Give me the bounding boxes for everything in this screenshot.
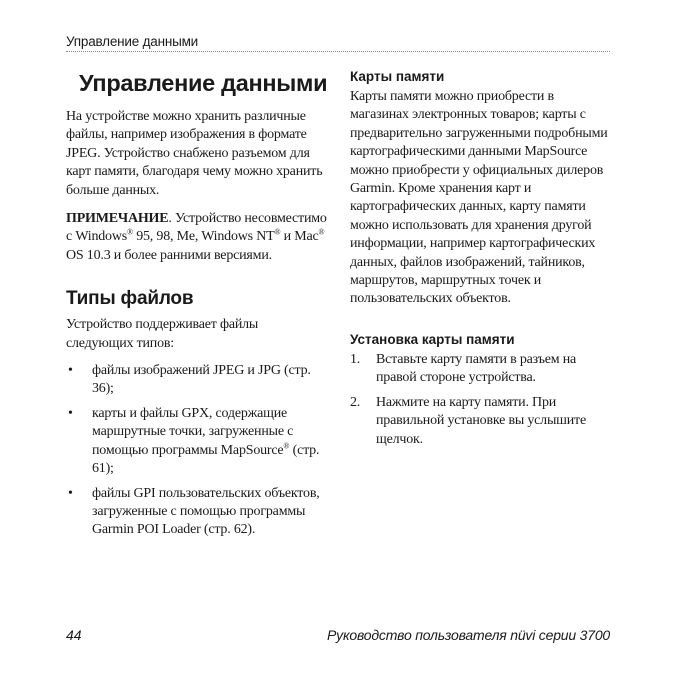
left-column <box>66 62 328 546</box>
manual-title: Руководство пользователя nüvi серии 3700 <box>327 627 610 643</box>
list-item <box>66 362 328 399</box>
install-heading: Установка карты памяти <box>350 331 515 347</box>
registered-mark: ® <box>318 227 325 237</box>
right-column <box>350 62 612 455</box>
intro-paragraph: На устройстве можно хранить различные файлы, например изображения в формате JPEG. Устройство снабжено разъемом для карт памяти, благодаря чему можно хранить больше данных. <box>66 109 323 198</box>
memory-cards-paragraph: Карты памяти можно приобрести в магазинах электронных товаров; карты с предварительно загруженными подробными картографическими данными MapSource можно приобрести у официальных дилеров Garmin. Кроме хранения карт и картографических данных, карту памяти можно использовать для хранения другой информации, например картографических данных, файлов изображений, тайников, маршрутов, маршрутных точек и пользовательских объектов. <box>350 89 608 307</box>
list-item-text: файлы изображений JPEG и JPG (стр. 36); <box>92 363 311 397</box>
page-title: Управление данными <box>79 70 328 96</box>
install-steps <box>350 351 612 449</box>
list-item <box>350 394 612 449</box>
note-paragraph <box>66 210 328 265</box>
note-text-2: 95, 98, Me, Windows NT <box>132 229 275 245</box>
page-number: 44 <box>66 627 82 643</box>
step-number: 1. <box>350 351 361 367</box>
file-types-intro: Устройство поддерживает файлы следующих типов: <box>66 317 259 351</box>
registered-mark: ® <box>283 441 290 451</box>
list-item <box>350 351 612 388</box>
step-text: Вставьте карту памяти в разъем на правой стороне устройства. <box>376 351 577 386</box>
bullet-icon: • <box>68 405 73 421</box>
header-divider <box>66 51 610 52</box>
list-item-text: файлы GPI пользовательских объектов, загруженные с помощью программы Garmin POI Loader (стр. 62). <box>92 485 320 538</box>
list-item-text: (стр. 61); <box>92 442 320 477</box>
file-types-heading: Типы файлов <box>66 288 194 310</box>
bullet-icon: • <box>68 363 73 379</box>
registered-mark: ® <box>274 227 281 237</box>
registered-mark: ® <box>127 227 133 237</box>
bullet-icon: • <box>68 485 73 501</box>
list-item-text: карты и файлы GPX, содержащие маршрутные точки, загруженные с помощью программы MapSource <box>92 405 294 458</box>
running-header: Управление данными <box>66 34 199 49</box>
note-text-1: . Устройство несовместимо с Windows <box>66 211 327 245</box>
list-item <box>66 485 328 540</box>
note-text-4: OS 10.3 и более ранними версиями. <box>66 247 272 263</box>
step-number: 2. <box>350 394 361 410</box>
note-text-3: и Mac <box>280 229 319 245</box>
file-types-list <box>66 362 328 540</box>
note-label: ПРИМЕЧАНИЕ <box>66 211 169 227</box>
memory-cards-heading: Карты памяти <box>350 69 445 84</box>
list-item <box>66 405 328 479</box>
step-text: Нажмите на карту памяти. При правильной установке вы услышите щелчок. <box>376 394 586 447</box>
